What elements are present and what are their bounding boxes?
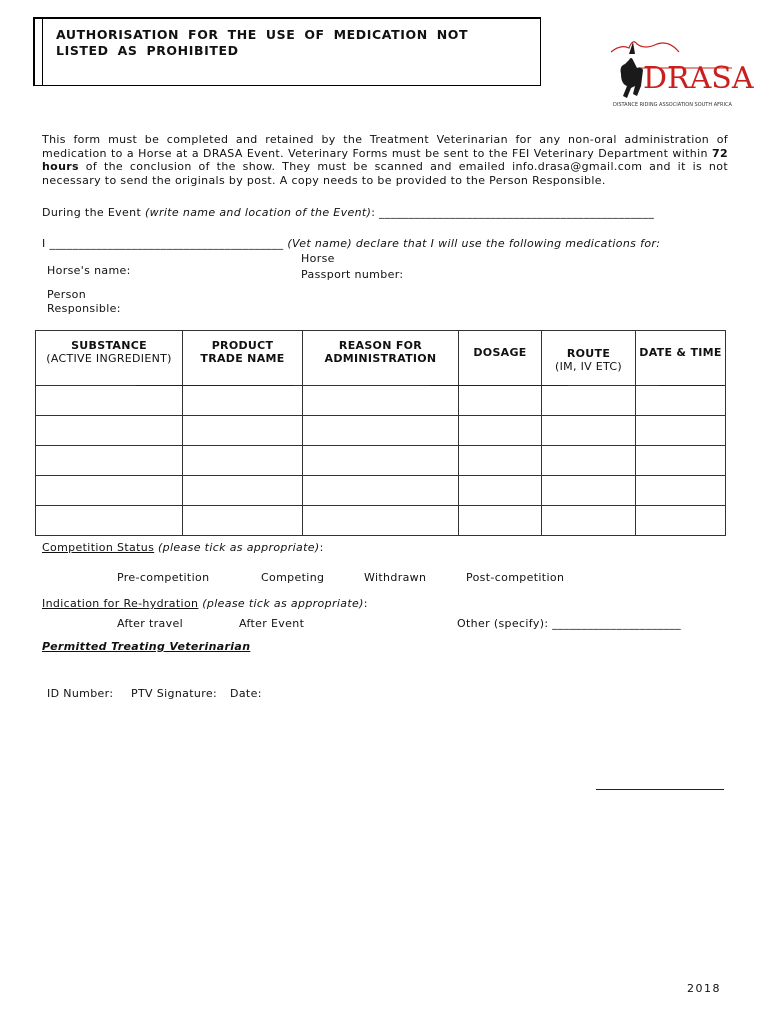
table-row bbox=[36, 506, 726, 536]
table-cell[interactable] bbox=[183, 386, 303, 416]
table-cell[interactable] bbox=[303, 386, 459, 416]
table-cell[interactable] bbox=[542, 386, 636, 416]
table-cell[interactable] bbox=[303, 446, 459, 476]
table-cell[interactable] bbox=[542, 416, 636, 446]
title-top-rule bbox=[33, 17, 538, 19]
responsible-label: Responsible: bbox=[47, 302, 121, 315]
table-cell[interactable] bbox=[636, 386, 726, 416]
competition-status-line bbox=[42, 541, 324, 554]
vet-name-input-line[interactable]: ________________________________________ bbox=[49, 237, 284, 250]
table-cell[interactable] bbox=[542, 446, 636, 476]
table-cell[interactable] bbox=[183, 476, 303, 506]
col-route: ROUTE (IM, IV ETC) bbox=[542, 331, 636, 386]
table-cell[interactable] bbox=[459, 416, 542, 446]
table-cell[interactable] bbox=[183, 416, 303, 446]
col-reason: REASON FOR ADMINISTRATION bbox=[303, 331, 459, 386]
col-date-time: DATE & TIME bbox=[636, 331, 726, 386]
person-label: Person bbox=[47, 288, 87, 301]
table-cell[interactable] bbox=[542, 476, 636, 506]
table-cell[interactable] bbox=[183, 506, 303, 536]
option-after-event[interactable]: After Event bbox=[239, 617, 305, 630]
table-cell[interactable] bbox=[459, 446, 542, 476]
rehydration-hint: (please tick as appropriate) bbox=[202, 597, 364, 610]
option-competing[interactable]: Competing bbox=[261, 571, 325, 584]
table-cell[interactable] bbox=[36, 476, 183, 506]
option-withdrawn[interactable]: Withdrawn bbox=[364, 571, 427, 584]
table-cell[interactable] bbox=[636, 506, 726, 536]
intro-bold-72-hours: 72 hours bbox=[42, 146, 728, 173]
other-specify bbox=[457, 617, 681, 630]
horse-name-label: Horse's name: bbox=[47, 264, 131, 277]
intro-text-1: This form must be completed and retained by the Treatment Veterinarian for any non-oral administration of medication to a Horse at a DRASA Event. Veterinary Forms must be sent to the FEI Veterinary Department within bbox=[42, 133, 728, 160]
logo-wordmark: DRASA bbox=[643, 61, 754, 96]
signature-line[interactable] bbox=[596, 789, 724, 790]
other-specify-input-line[interactable]: ______________________ bbox=[552, 617, 681, 630]
table-row bbox=[36, 386, 726, 416]
other-specify-label: Other (specify): bbox=[457, 617, 549, 630]
table-row bbox=[36, 476, 726, 506]
table-cell[interactable] bbox=[459, 476, 542, 506]
col-dosage: DOSAGE bbox=[459, 331, 542, 386]
header-rule bbox=[659, 385, 724, 386]
event-colon: : bbox=[371, 206, 376, 219]
table-cell[interactable] bbox=[542, 506, 636, 536]
header-rule bbox=[430, 385, 568, 386]
option-post-competition[interactable]: Post-competition bbox=[466, 571, 565, 584]
declare-text: (Vet name) declare that I will use the following medications for: bbox=[287, 237, 661, 250]
drasa-logo bbox=[607, 30, 754, 110]
medication-table bbox=[35, 330, 726, 536]
col-product: PRODUCT TRADE NAME bbox=[183, 331, 303, 386]
horse-label: Horse bbox=[301, 252, 335, 265]
table-cell[interactable] bbox=[183, 446, 303, 476]
event-hint: (write name and location of the Event) bbox=[144, 206, 372, 219]
table-row bbox=[36, 446, 726, 476]
col-substance: SUBSTANCE (ACTIVE INGREDIENT) bbox=[36, 331, 183, 386]
table-cell[interactable] bbox=[636, 476, 726, 506]
competition-status-label: Competition Status bbox=[42, 541, 155, 554]
table-cell[interactable] bbox=[36, 416, 183, 446]
table-cell[interactable] bbox=[303, 506, 459, 536]
table-cell[interactable] bbox=[36, 506, 183, 536]
table-row bbox=[36, 416, 726, 446]
date-label: Date: bbox=[230, 687, 262, 700]
table-cell[interactable] bbox=[36, 386, 183, 416]
table-cell[interactable] bbox=[636, 446, 726, 476]
passport-label: Passport number: bbox=[301, 268, 404, 281]
declare-prefix: I bbox=[42, 237, 46, 250]
table-cell[interactable] bbox=[459, 506, 542, 536]
competition-colon: : bbox=[319, 541, 324, 554]
table-cell[interactable] bbox=[459, 386, 542, 416]
form-title: AUTHORISATION FOR THE USE OF MEDICATION NOT LISTED AS PROHIBITED bbox=[56, 27, 469, 58]
header-rule bbox=[136, 385, 294, 386]
table-header-row bbox=[36, 331, 726, 386]
ptv-signature-label: PTV Signature: bbox=[131, 687, 218, 700]
id-number-label: ID Number: bbox=[47, 687, 114, 700]
rehydration-colon: : bbox=[363, 597, 368, 610]
event-input-line[interactable]: _______________________________________________ bbox=[379, 206, 655, 219]
table-cell[interactable] bbox=[303, 416, 459, 446]
table-cell[interactable] bbox=[36, 446, 183, 476]
option-after-travel[interactable]: After travel bbox=[117, 617, 184, 630]
declaration-line bbox=[42, 237, 660, 250]
event-label: During the Event bbox=[42, 206, 145, 219]
competition-hint: (please tick as appropriate) bbox=[158, 541, 320, 554]
table-cell[interactable] bbox=[303, 476, 459, 506]
table-cell[interactable] bbox=[636, 416, 726, 446]
vet-heading: Permitted Treating Veterinarian bbox=[42, 640, 251, 653]
intro-text-2: of the conclusion of the show. They must be scanned and emailed info.drasa@gmail.com and it is not necessary to send the originals by post. A copy needs to be provided to the Person Responsible. bbox=[42, 160, 728, 187]
rehydration-label: Indication for Re-hydration bbox=[42, 597, 199, 610]
intro-paragraph bbox=[42, 133, 728, 187]
event-line bbox=[42, 206, 654, 219]
footer-year: 2018 bbox=[687, 982, 721, 995]
option-pre-competition[interactable]: Pre-competition bbox=[117, 571, 210, 584]
rehydration-line bbox=[42, 597, 368, 610]
logo-subtitle: DISTANCE RIDING ASSOCIATION SOUTH AFRICA bbox=[613, 102, 732, 108]
